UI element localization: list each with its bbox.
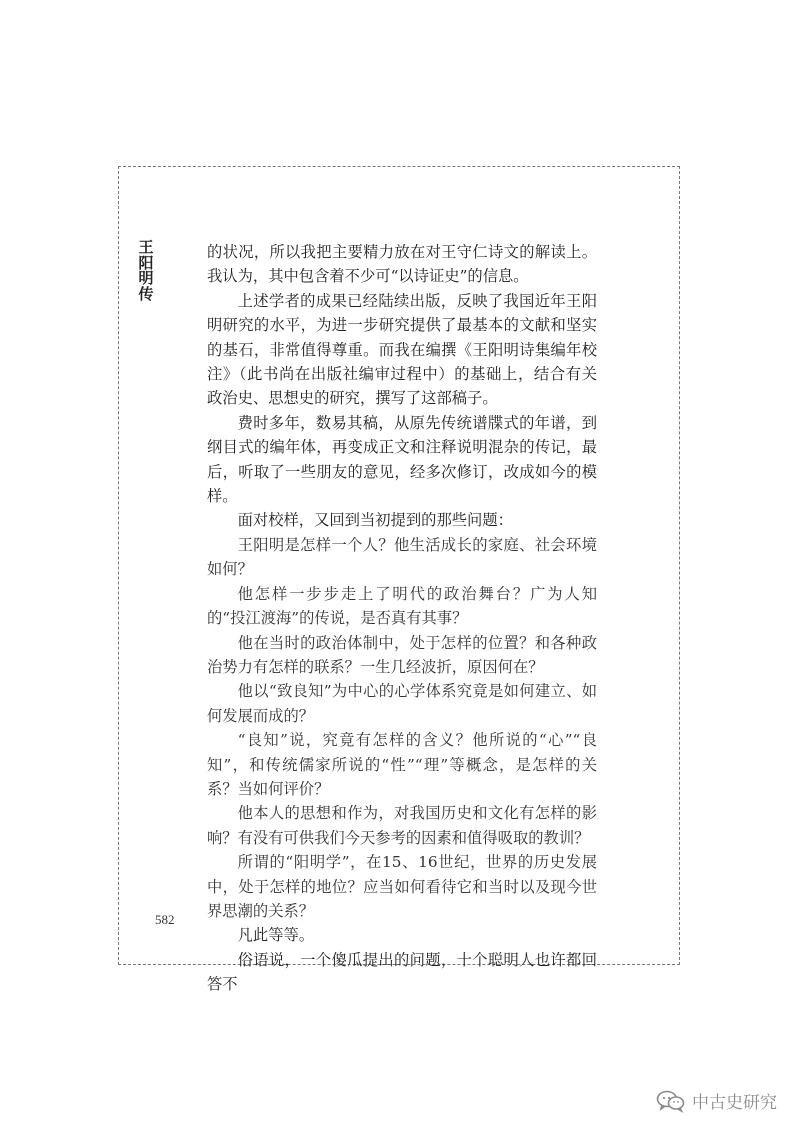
question-6: 他本人的思想和作为，对我国历史和文化有怎样的影响？有没有可供我们今天参考的因素和值得吸取的教训？: [207, 804, 597, 847]
question-5: “良知”说，究竟有怎样的含义？他所说的“心”“良知”，和传统儒家所说的“性”“理”等概念，是怎样的关系？当如何评价？: [207, 731, 597, 798]
paragraph-5: 凡此等等。: [237, 926, 315, 945]
running-head: 王阳明传: [138, 238, 154, 303]
paragraph-1: 的状况，所以我把主要精力放在对王守仁诗文的解读上。我认为，其中包含着不少可“以诗证史”的信息。: [207, 243, 597, 286]
paragraph-4: 面对校样，又回到当初提到的那些问题：: [237, 511, 513, 530]
question-4: 他以“致良知”为中心的心学体系究竟是如何建立、如何发展而成的？: [207, 682, 597, 725]
paragraph-6: 俗语说，一个傻瓜提出的问题，十个聪明人也许都回答不: [207, 950, 597, 994]
watermark: [656, 1088, 777, 1113]
wechat-icon: [656, 1089, 686, 1113]
question-7: 所谓的“阳明学”，在15、16世纪，世界的历史发展中，处于怎样的地位？应当如何看待它和当时以及现今世界思潮的关系？: [207, 853, 597, 920]
question-1: 王阳明是怎样一个人？他生活成长的家庭、社会环境如何？: [207, 535, 597, 579]
question-2: 他怎样一步步走上了明代的政治舞台？广为人知的“投江渡海”的传说，是否真有其事？: [207, 584, 597, 628]
question-3: 他在当时的政治体制中，处于怎样的位置？和各种政治势力有怎样的联系？一生几经波折，原因何在？: [207, 633, 597, 676]
body-text: [207, 240, 597, 997]
paragraph-3: 费时多年，数易其稿，从原先传统谱牒式的年谱，到纲目式的编年体，再变成正文和注释说明混杂的传记，最后，听取了一些朋友的意见，经多次修订，改成如今的模样。: [207, 413, 597, 506]
page-number: 582: [155, 912, 175, 927]
watermark-text: 中古史研究: [692, 1093, 777, 1113]
paragraph-2: 上述学者的成果已经陆续出版，反映了我国近年王阳明研究的水平，为进一步研究提供了最基本的文献和坚实的基石，非常值得尊重。而我在编撰《王阳明诗集编年校注》（此书尚在出版社编审过程中）的基础上，结合有关政治史、思想史的研究，撰写了这部稿子。: [207, 291, 597, 408]
